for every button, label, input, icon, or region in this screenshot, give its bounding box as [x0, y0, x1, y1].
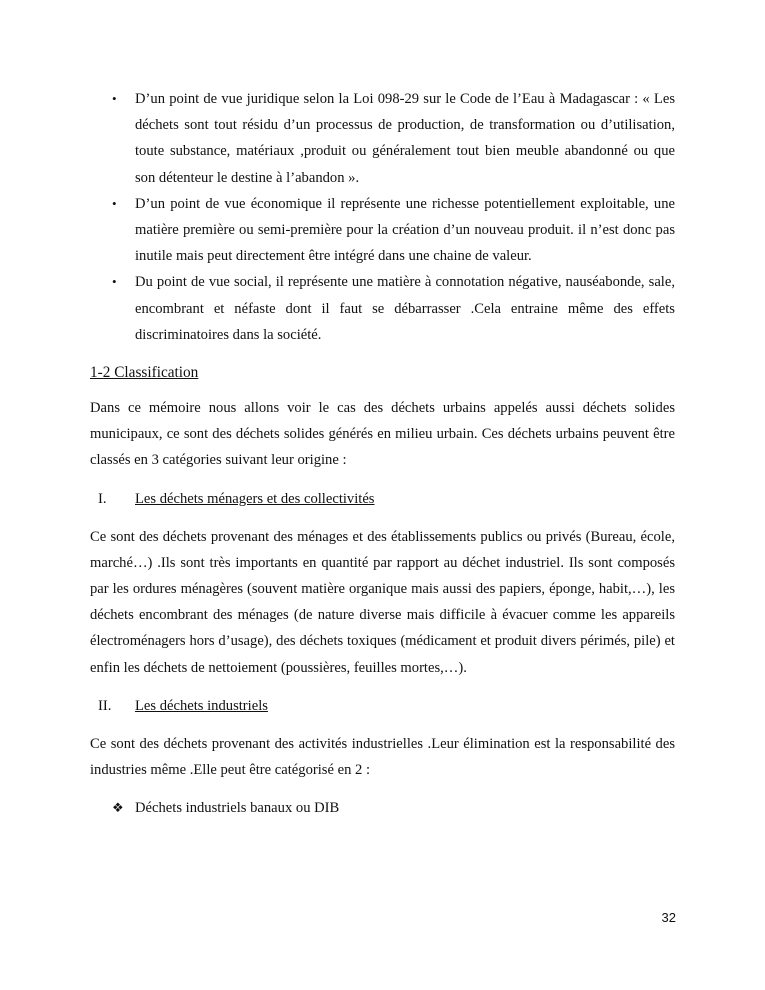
definition-juridique: D’un point de vue juridique selon la Loi 098-29 sur le Code de l’Eau à Madagascar : « Les déchets sont tout résidu d’un processus de production, de transformation ou d’utilisation, toute substance, matériaux ,produit ou généralement tout bien meuble abandonné ou que son détenteur le destine à l’abandon ».: [135, 91, 675, 186]
category-2-paragraph: Ce sont des déchets provenant des activités industrielles .Leur élimination est la responsabilité des industries même .Elle peut être catégorisé en 2 :: [90, 735, 675, 779]
category-label: Les déchets industriels: [135, 697, 268, 714]
sub-item-label: Déchets industriels banaux ou DIB: [135, 800, 340, 817]
category-label: Les déchets ménagers et des collectivités: [135, 490, 375, 507]
list-item: [90, 86, 675, 191]
list-item: [90, 269, 675, 348]
section-title: 1-2 Classification: [90, 364, 199, 382]
bullet-icon: •: [112, 195, 117, 211]
category-heading-2: [90, 693, 675, 719]
category-heading-1: [90, 486, 675, 512]
sub-item: [90, 795, 675, 821]
category-number: II.: [98, 697, 112, 714]
list-item: [90, 191, 675, 270]
definition-economique: D’un point de vue économique il représente une richesse potentiellement exploitable, une matière première ou semi-première pour la création d’un nouveau produit. il n’est donc pas inutile mais peut directement être intégré dans une chaine de valeur.: [135, 195, 675, 265]
category-1-paragraph: Ce sont des déchets provenant des ménages et des établissements publics ou privés (Bureau, école, marché…) .Ils sont très importants en quantité par rapport au déchet industriel. Ils sont composés par les ordures ménagères (souvent matière organique mais aussi des papiers, éponge, habit,…), les déchets encombrant des ménages (de nature diverse mais difficile à évacuer comme les appareils électroménagers hors d’usage), des déchets toxiques (médicament et produit divers périmés, pile) et enfin les déchets de nettoiement (poussières, feuilles mortes,…).: [90, 528, 675, 676]
category-number: I.: [98, 490, 107, 507]
document-page: [90, 86, 675, 821]
definition-list: [90, 86, 675, 348]
bullet-icon: •: [112, 91, 117, 106]
diamond-bullet-icon: ❖: [112, 800, 124, 816]
definition-sociale: Du point de vue social, il représente une matière à connotation négative, nauséabonde, sale, encombrant et néfaste dont il faut se débarrasser .Cela entraine même des effets discriminatoires dans la société.: [135, 274, 675, 343]
intro-paragraph: Dans ce mémoire nous allons voir le cas des déchets urbains appelés aussi déchets solides municipaux, ce sont des déchets solides générés en milieu urbain. Ces déchets urbains peuvent être classés en 3 catégories suivant leur origine :: [90, 400, 675, 469]
page-number: 32: [661, 910, 676, 925]
bullet-icon: •: [112, 274, 117, 290]
